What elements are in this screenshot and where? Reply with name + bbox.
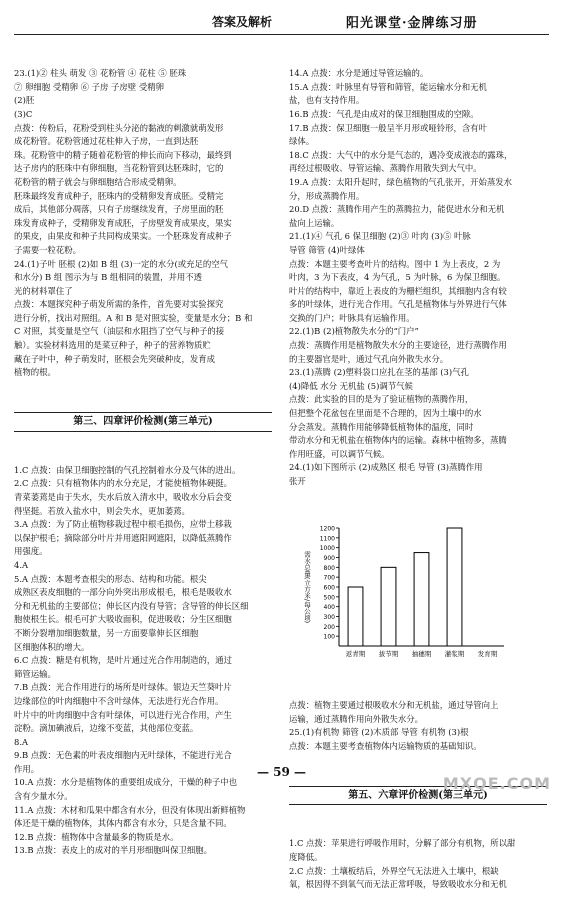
answer-line: 达子房内的胚珠中有卵细胞，当花粉管到达胚珠时，它的 [14,163,224,174]
answer-line: 盐，也有支持作用。 [289,95,365,106]
x-tick-label: 抽穗期 [411,649,432,658]
y-tick-label: 300 [323,613,335,621]
header-brand: 阳光课堂·金牌练习册 [346,16,478,31]
answer-line: 分，形成蒸腾作用。 [289,190,365,201]
y-tick-label: 200 [323,623,335,631]
answer-line: (3)C [14,108,33,119]
bar [381,567,396,646]
answer-line: 以保护根毛；摘除部分叶片并用遮阳网遮阳，以降低蒸腾作 [14,532,232,543]
answer-line: 14.A 点拨：水分是通过导管运输的。 [289,68,429,79]
answer-line: 24.(1)子叶 胚根 (2)如 B 组 (3)一定的水分(或充足的空气 [14,258,229,269]
answer-line: 23.(1)蒸腾 (2)塑料袋口应扎在茎的基部 (3)气孔 [289,367,469,378]
right-answers-block-c [289,837,547,891]
answer-line: 子需要一粒花粉。 [14,244,81,255]
answer-line: 12.B 点拨：植物体中含量最多的物质是水。 [14,831,179,842]
answer-line: 藏在子叶中，种子萌发时，胚根会先突破种皮，发育成 [14,353,215,364]
answer-line: 2.C 点拨：只有植物体内的水分充足，才能使植物体硬挺。 [14,478,233,489]
answer-line: 22.(1)B (2)植物散失水分的“门户” [289,326,419,337]
answer-line: (2)胚 [14,95,35,106]
y-tick-label: 800 [323,564,335,572]
x-tick-label: 灌浆期 [444,649,465,658]
answer-line: 珠发育成种子，受精卵发育成胚，子房壁发育成果皮，果实 [14,217,232,228]
answer-line: 氧，根因得不到氧气而无法正常呼吸，导致吸收水分和无机 [289,879,507,890]
bar [414,552,429,645]
answer-line: 20.D 点拨：蒸腾作用产生的蒸腾拉力，能促进水分和无机 [289,204,505,215]
answer-line: 21.(1)④ 气孔 6 保卫细胞 (2)③ 叶肉 (3)⑤ 叶脉 [289,231,471,242]
answer-line: 6.C 点拨：糖是有机物，是叶片通过光合作用制造的，通过 [14,655,233,666]
answer-line: 18.C 点拨：大气中的水分是气态的，遇冷变成液态的露珠， [289,149,513,160]
right-answers-block-a [289,67,547,488]
answer-line: 但把整个花盆包在里面是不合理的，因为土壤中的水 [289,408,482,419]
x-tick-label: 发育期 [477,649,498,658]
x-tick-label: 返青期 [345,649,366,658]
answer-line: 得坚挺。若放入盐水中，则会失水，更加萎蔫。 [14,505,190,516]
header-rule [14,34,549,35]
answer-line: 的主要器官是叶，通过气孔向外散失水分。 [289,353,449,364]
answer-line: 绿体。 [289,136,315,147]
answer-line: 用强度。 [14,546,48,557]
answer-line: 再经过根吸收、导管运输、蒸腾作用散失到大气中。 [289,163,482,174]
answer-line: 进行分析，找出对照组。A 和 B 是对照实验，变量是水分；B 和 [14,312,253,323]
y-tick-label: 100 [323,633,335,641]
answer-line: 盐向上运输。 [289,217,340,228]
answer-line: 带动水分和无机盐在植物体内的运输。森林中植物多，蒸腾 [289,435,507,446]
answer-line: 7.B 点拨：光合作用进行的场所是叶绿体。银边天竺葵叶片 [14,682,232,693]
answer-line: 分会蒸发。蒸腾作用能够降低植物体的温度，同时 [289,421,474,432]
answer-line: 触）。实验材料选用的是菜豆种子，种子的营养物质贮 [14,340,211,351]
answer-line: 24.(1)如下图所示 (2)成熟区 根毛 导管 (3)蒸腾作用 [289,462,483,473]
answer-line: 点拨：本题主要考查叶片的结构。图中 1 为上表皮，2 为 [289,258,501,269]
answer-line: 点拨：蒸腾作用是植物散失水分的主要途径，进行蒸腾作用 [289,340,507,351]
answer-line: 的果皮，由果皮和种子共同构成果实。一个胚珠发育成种子 [14,231,232,242]
answer-line: 叶片的结构中，靠近上表皮的为栅栏组织，其细胞内含有较 [289,285,507,296]
header-title: 答案及解析 [212,15,273,29]
answer-line: 叶肉，3 为下表皮，4 为气孔，5 为叶脉，6 为保卫细胞。 [289,272,506,283]
answer-line: 作用。 [14,763,40,774]
answer-line: 4.A [14,559,29,570]
answer-line: 胚珠最终发育成种子，胚珠内的受精卵发育成胚。受精完 [14,190,224,201]
answer-line: 16.B 点拨：气孔是由成对的保卫细胞围成的空隙。 [289,108,479,119]
answer-line: 花粉管的精子就会与卵细胞结合形成受精卵。 [14,176,182,187]
y-tick-label: 1000 [319,544,335,552]
answer-line: 8.A [14,736,29,747]
x-tick-label: 拔节期 [378,649,399,658]
water-demand-chart [289,518,547,668]
answer-line: 胞使根生长。根毛可扩大吸收面积，促进吸收；分生区细胞 [14,614,232,625]
answer-line: 2.C 点拨：土壤板结后，外界空气无法进入土壤中，根缺 [289,865,499,876]
answer-line: 珠。花粉管中的精子随着花粉管的伸长而向下移动，最终到 [14,149,232,160]
answer-line: 度降低。 [289,851,323,862]
answer-line: 5.A 点拨：本题考查根尖的形态、结构和功能。根尖 [14,573,207,584]
answer-line: C 对照，其变量是空气（油层和水阻挡了空气与种子的接 [14,326,225,337]
y-tick-label: 1200 [319,525,335,533]
bar [348,587,363,646]
answer-line: 筛管运输。 [14,668,56,679]
answer-line: 13.B 点拨：表皮上的成对的半月形细胞叫保卫细胞。 [14,845,213,856]
page-number: — 59 — [256,765,307,779]
answer-line: 叶片中的叶肉细胞中含有叶绿体，可以进行光合作用，产生 [14,709,232,720]
y-axis-label: 需水总量(立方米/每公顷) [303,550,311,623]
answer-line: 和水分) B 组 图示为与 B 组相同的装置，并用不透 [14,272,203,283]
answer-line: 10.A 点拨：水分是植物体的重要组成成分，干燥的种子中也 [14,777,238,788]
left-answers-block-b [14,464,272,858]
answer-line: 运输，通过蒸腾作用向外散失水分。 [289,713,423,724]
answer-line: 19.A 点拨：太阳升起时，绿色植物的气孔张开，开始蒸发水 [289,176,513,187]
answer-line: 点拨：此实验的目的是为了验证植物的蒸腾作用， [289,394,474,405]
page-header [0,0,563,36]
section-heading-chapter-3-4: 第三、四章评价检测(第三单元) [14,412,272,432]
answer-line: 张开 [289,476,306,486]
answer-line: 作用旺盛，可以调节气候。 [289,448,390,459]
answer-line: 23.(1)② 柱头 萌发 ③ 花粉管 ④ 花柱 ⑤ 胚珠 [14,68,187,79]
answer-line: 点拨：本题探究种子萌发所需的条件，首先要对实验探究 [14,299,224,310]
answer-line: 交换的门户；叶脉具有运输作用。 [289,312,415,323]
answer-line: 分和无机盐的主要部位；伸长区内没有导管；含导管的伸长区细 [14,600,249,611]
y-tick-label: 900 [323,554,335,562]
answer-line: 成熟区表皮细胞的一部分向外突出形成根毛，根毛是吸收水 [14,587,232,598]
y-tick-label: 400 [323,603,335,611]
answer-line: 不断分裂增加细胞数量，另一方面要靠伸长区细胞 [14,627,199,638]
y-tick-label: 600 [323,584,335,592]
answer-line: 体还是干燥的植物体，其体内都含有水分，只是含量不同。 [14,818,232,829]
bar [447,528,462,646]
answer-line: (4)降低 水分 无机盐 (5)调节气候 [289,380,413,391]
answer-line: 1.C 点拨：由保卫细胞控制的气孔控制着水分及气体的进出。 [14,464,241,475]
answer-line: 区细胞体积的增大。 [14,641,90,652]
answer-line: 点拨：本题主要考查植物体内运输物质的基础知识。 [289,740,482,751]
answer-line: 15.A 点拨：叶脉里有导管和筛管，能运输水分和无机 [289,81,487,92]
answer-line: 11.A 点拨：木材和瓜果中都含有水分，但没有体现出新鲜植物 [14,804,246,815]
answer-line: 点拨：传粉后，花粉受到柱头分泌的黏液的刺激就萌发形 [14,122,224,133]
chart-svg [299,518,509,668]
answer-line: 青菜萎蔫是由于失水，失水后放入清水中，吸收水分后会变 [14,492,232,502]
answer-line: 3.A 点拨：为了防止植物移栽过程中根毛损伤，应带土移栽 [14,519,232,530]
answer-line: 淀粉。滴加碘液后，边缘不变蓝，其他部位变蓝。 [14,723,199,734]
y-tick-label: 700 [323,574,335,582]
answer-line: 边缘部位的叶肉细胞中不含叶绿体，无法进行光合作用。 [14,695,224,706]
answer-line: 25.(1)有机物 筛管 (2)木质部 导管 有机物 (3)根 [289,727,469,738]
answer-line: 9.B 点拨：无色素的叶表皮细胞内无叶绿体，不能进行光合 [14,750,232,761]
answer-line: 点拨：植物主要通过根吸收水分和无机盐，通过导管向上 [289,699,499,710]
right-answers-block-b [289,699,547,753]
left-column [14,40,272,872]
answer-line: 17.B 点拨：保卫细胞一般呈半月形或哑铃形，含有叶 [289,122,488,133]
y-tick-label: 1100 [319,535,335,543]
answer-line: 含有少量水分。 [14,791,73,802]
answer-line: 导管 筛管 (4)叶绿体 [289,244,365,255]
answer-line: ⑦ 卵细胞 受精卵 ⑥ 子房 子房壁 受精卵 [14,81,164,92]
y-tick-label: 500 [323,594,335,602]
answer-line: 植物的根。 [14,367,56,378]
answer-line: 成花粉管。花粉管通过花柱伸入子房，一直到达胚 [14,136,199,147]
watermark-logo: MXQE.COM [442,774,551,793]
answer-line: 多的叶绿体，进行光合作用。气孔是植物体与外界进行气体 [289,299,507,310]
left-answers-block-a [14,67,272,380]
answer-line: 光的材料罩住了 [14,285,73,296]
answer-line: 成后，其他部分凋落，只有子房继续发育，子房里面的胚 [14,204,224,215]
answer-line: 1.C 点拨：苹果进行呼吸作用时，分解了部分有机物，所以甜 [289,838,516,849]
section-heading-chapter-5-6: 第五、六章评价检测(第三单元) [289,786,547,806]
